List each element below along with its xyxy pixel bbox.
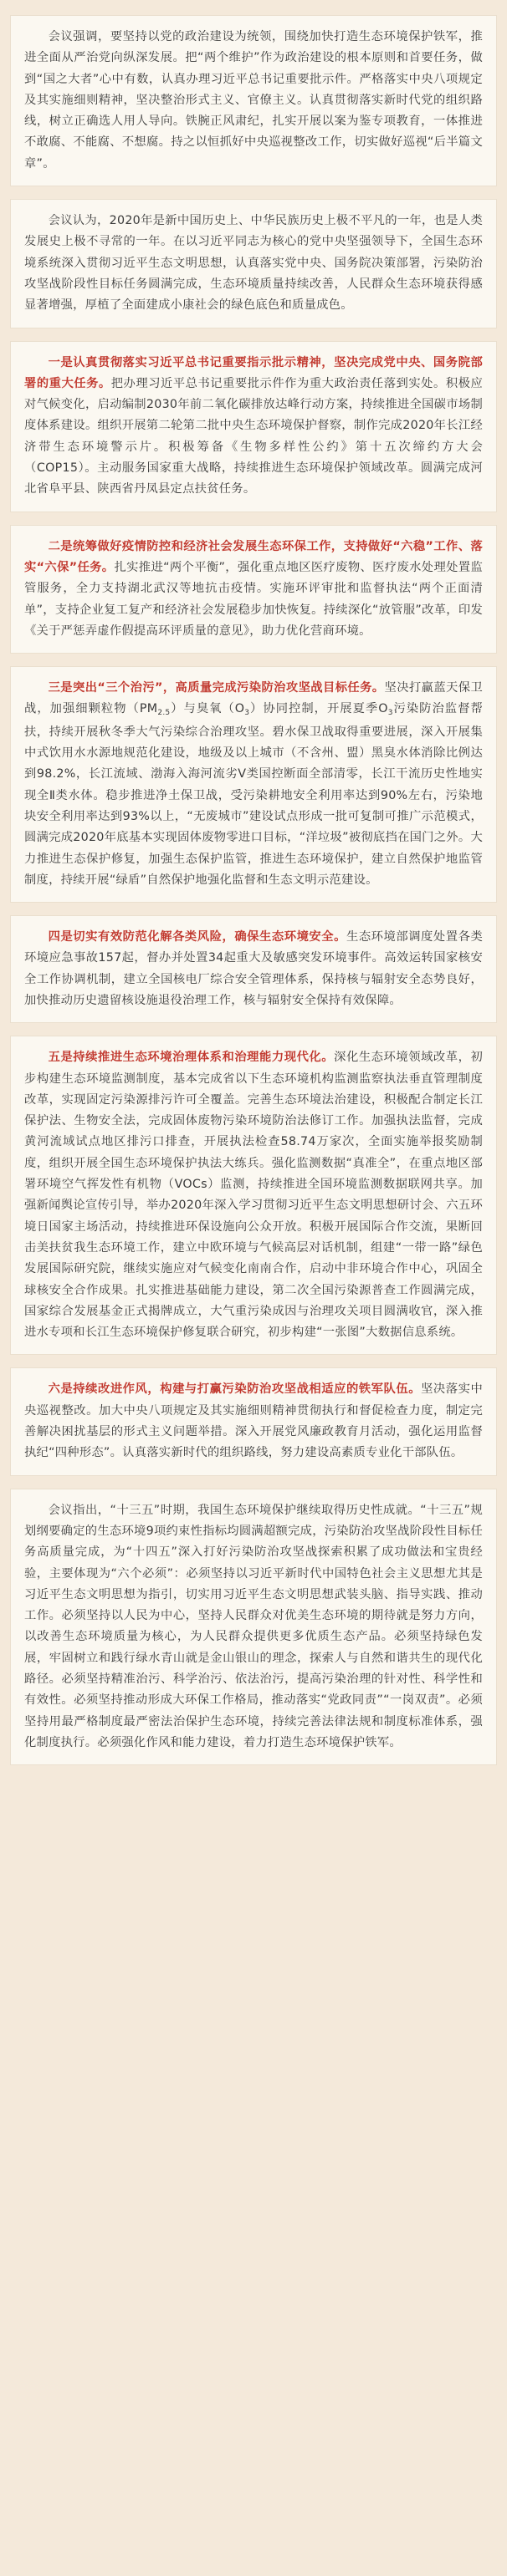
article-paragraph xyxy=(24,1379,483,1464)
article-paragraph xyxy=(24,927,483,1011)
paragraph-body: 把办理习近平总书记重要批示件作为重大政治责任落到实处。积极应对气候变化，启动编制2030年前二氧化碳排放达峰行动方案，持续推进全国碳市场制度体系建设。组织开展第二轮第二批中央生态环境保护督察，制作完成2020年长江经济带生态环境警示片。积极筹备《生物多样性公约》第十五次缔约方大会（COP15）。主动服务国家重大战略，持续推进生态环境保护领域改革。圆满完成河北省阜平县、陕西省丹凤县定点扶贫任务。 xyxy=(24,376,484,496)
paragraph-lead: 六是持续改进作风，构建与打赢污染防治攻坚战相适应的铁军队伍。 xyxy=(48,1382,422,1397)
article-paragraph xyxy=(24,678,483,891)
article-paragraph xyxy=(24,27,483,175)
paragraph-lead: 四是切实有效防范化解各类风险，确保生态环境安全。 xyxy=(48,930,346,944)
paragraph-block xyxy=(10,1036,497,1355)
paragraph-lead: 二是统筹做好疫情防控和经济社会发展生态环保工作，支持做好“六稳”工作、落实“六保”任务。 xyxy=(24,539,483,574)
paragraph-body: 扎实推进“两个平衡”，强化重点地区医疗废物、医疗废水处理处置监管服务，全力支持湖北武汉等地抗击疫情。实施环评审批和监督执法“两个正面清单”，支持企业复工复产和经济社会发展稳步加快恢复。持续深化“放管服”改革，印发《关于严惩弄虚作假提高环评质量的意见》，助力优化营商环境。 xyxy=(24,560,483,638)
paragraph-body: 生态环境部调度处置各类环境应急事故157起，督办并处置34起重大及敏感突发环境事件。高效运转国家核安全工作协调机制，建立全国核电厂综合安全管理体系，保持核与辐射安全态势良好，加快推动历史遗留核设施退役治理工作，核与辐射安全保持有效保障。 xyxy=(24,930,484,1007)
article-paragraph xyxy=(24,211,483,316)
article-paragraph xyxy=(24,537,483,642)
paragraph-body: 会议认为，2020年是新中国历史上、中华民族历史上极不平凡的一年，也是人类发展史上极不寻常的一年。在以习近平同志为核心的党中央坚强领导下，全国生态环境系统深入贯彻习近平生态文明思想，认真落实党中央、国务院决策部署，污染防治攻坚战阶段性目标任务圆满完成，生态环境质量持续改善，人民群众生态环境获得感显著增强，厚植了全面建成小康社会的绿色底色和质量成色。 xyxy=(24,214,483,313)
article-paragraph xyxy=(24,1500,483,1754)
paragraph-body: 会议强调，要坚持以党的政治建设为统领，围绕加快打造生态环境保护铁军，推进全面从严治党向纵深发展。把“两个维护”作为政治建设的根本原则和首要任务，做到“国之大者”心中有数，认真办理习近平总书记重要批示件。严格落实中央八项规定及其实施细则精神，坚决整治形式主义、官僚主义。认真贯彻落实新时代党的组织路线，树立正确选人用人导向。铁腕正风肃纪，扎实开展以案为鉴专项教育，一体推进不敢腐、不能腐、不想腐。持之以恒抓好中央巡视整改工作，切实做好巡视“后半篇文章”。 xyxy=(24,30,483,171)
article-paragraph xyxy=(24,1047,483,1343)
article-paragraph xyxy=(24,353,483,501)
paragraph-block xyxy=(10,1367,497,1475)
paragraph-block xyxy=(10,341,497,512)
paragraph-lead: 三是突出“三个治污”，高质量完成污染防治攻坚战目标任务。 xyxy=(48,681,385,695)
paragraph-body: 深化生态环境领域改革，初步构建生态环境监测制度，基本完成省以下生态环境机构监测监察执法垂直管理制度改革，实现固定污染源排污许可全覆盖。完善生态环境法治建设，积极配合制定长江保护法、生物安全法，完成固体废物污染环境防治法修订工作。加强执法监督，完成黄河流域试点地区排污口排查，开展执法检查58.74万家次，全面实施举报奖励制度，组织开展全国生态环境保护执法大练兵。强化监测数据“真准全”，在重点地区部署环境空气挥发性有机物（VOCs）监测，持续推进全国环境监测数据联网共享。加强新闻舆论宣传引导，举办2020年深入学习贯彻习近平生态文明思想研讨会、六五环境日国家主场活动，持续推进环保设施向公众开放。积极开展国际合作交流，果断回击美扶贫我生态环境工作，建立中欧环境与气候高层对话机制，组建“一带一路”绿色发展国际研究院，继续实施应对气候变化南南合作，启动中非环境合作中心，巩固全球核安全合作成果。扎实推进基础能力建设，第二次全国污染源普查工作圆满完成，国家综合发展基金正式揭牌成立，大气重污染成因与治理攻关项目圆满收官，深入推进水专项和长江生态环境保护修复联合研究，初步构建“一张图”大数据信息系统。 xyxy=(24,1051,484,1340)
paragraph-body: 会议指出，“十三五”时期，我国生态环境保护继续取得历史性成就。“十三五”规划纲要确定的生态环境9项约束性指标均圆满超额完成，污染防治攻坚战阶段性目标任务高质量完成，为“十四五”深入打好污染防治攻坚战探索积累了成功做法和宝贵经验，主要体现为“六个必须”：必须坚持以习近平新时代中国特色社会主义思想尤其是习近平生态文明思想为指引，切实用习近平生态文明思想武装头脑、指导实践、推动工作。必须坚持以人民为中心，坚持人民群众对优美生态环境的期待就是努力方向，以改善生态环境质量为核心，为人民群众提供更多优质生态产品。必须坚持绿色发展，牢固树立和践行绿水青山就是金山银山的理念，探索人与自然和谐共生的现代化路径。必须坚持精准治污、科学治污、依法治污，提高污染治理的针对性、科学性和有效性。必须坚持推动形成大环保工作格局，推动落实“党政同责”“一岗双责”。必须坚持用最严格制度最严密法治保护生态环境，持续完善法律法规和制度标准体系，强化制度执行。必须强化作风和能力建设，着力打造生态环境保护铁军。 xyxy=(24,1503,483,1749)
paragraph-lead: 五是持续推进生态环境治理体系和治理能力现代化。 xyxy=(48,1051,335,1065)
paragraph-block xyxy=(10,666,497,903)
paragraph-block xyxy=(10,525,497,654)
paragraph-block xyxy=(10,1489,497,1766)
paragraph-block xyxy=(10,199,497,328)
paragraph-body: 坚决落实中央巡视整改。加大中央八项规定及其实施细则精神贯彻执行和督促检查力度，制定完善解决困扰基层的形式主义问题举措。深入开展党风廉政教育月活动，强化运用监督执纪“四种形态”。认真落实新时代的组织路线，努力建设高素质专业化干部队伍。 xyxy=(24,1382,484,1460)
paragraph-block xyxy=(10,915,497,1023)
paragraph-lead: 一是认真贯彻落实习近平总书记重要指示批示精神，坚决完成党中央、国务院部署的重大任务。 xyxy=(24,355,483,390)
paragraph-body: 坚决打赢蓝天保卫战，加强细颗粒物$(PM_{2.5})$与臭氧$(O_3)$协同控制，开展夏季$O_3$污染防治监督帮扶，持续开展秋冬季大气污染综合治理攻坚。碧水保卫战取得重要进展，深入开展集中式饮用水水源地规范化建设，地级及以上城市（不含州、盟）黑臭水体消除比例达到98.2%，长江流域、渤海入海河流劣V类国控断面全部清零，长江干流历史性地实现全Ⅱ类水体。稳步推进净土保卫战，受污染耕地安全利用率达到90%左右，污染地块安全利用率达到93%以上，“无废城市”建设试点形成一批可复制可推广示范模式，圆满完成2020年底基本实现固体废物零进口目标，“洋垃圾”被彻底挡在国门之外。大力推进生态保护修复，加强生态保护监管，推进生态环境保护，建立自然保护地监管制度，持续开展“绿盾”自然保护地强化监督和生态文明示范建设。 xyxy=(24,681,483,887)
paragraph-block xyxy=(10,15,497,186)
